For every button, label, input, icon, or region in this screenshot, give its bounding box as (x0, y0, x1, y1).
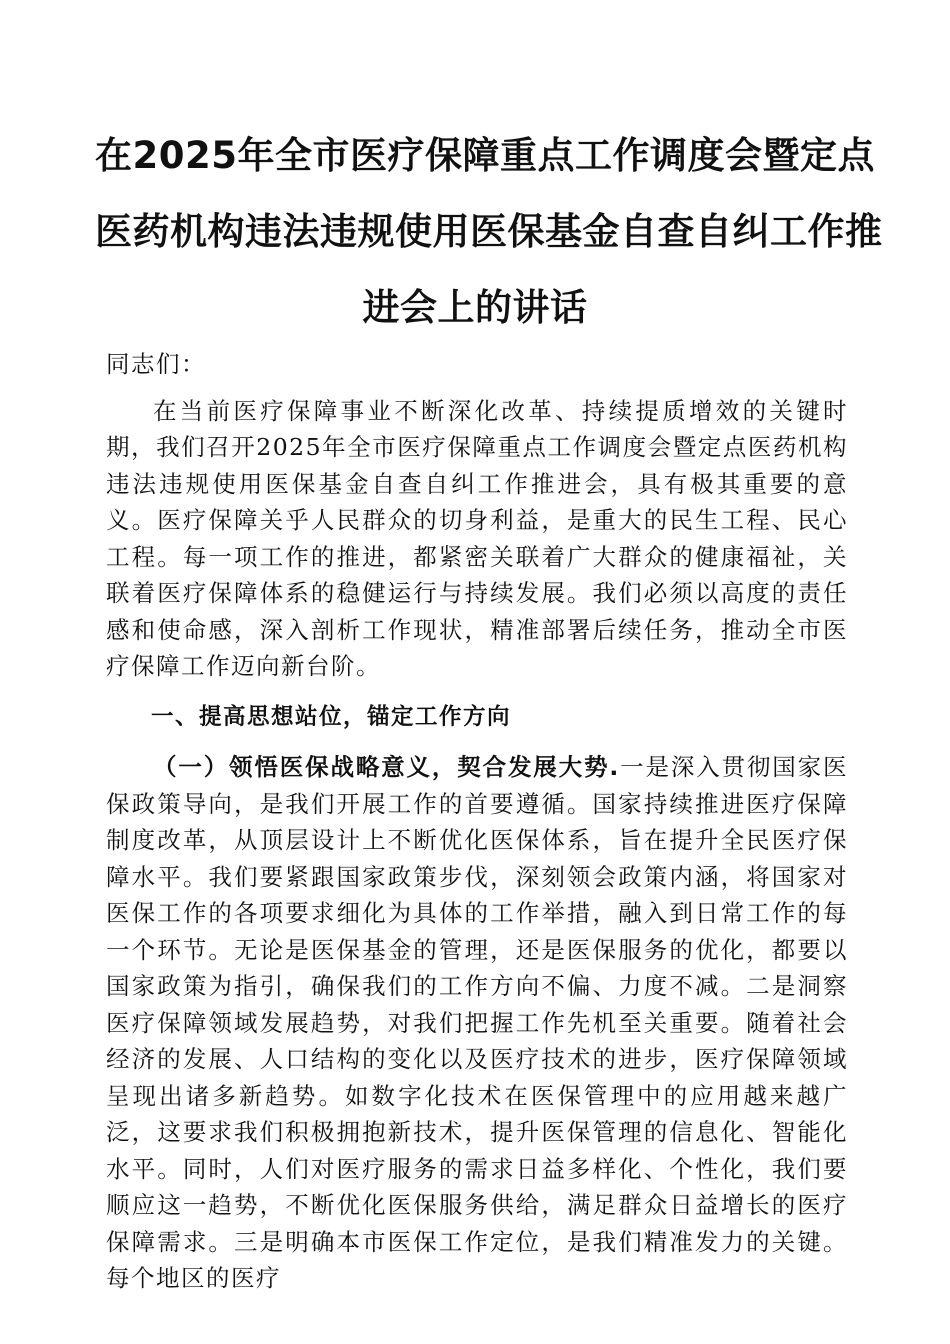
subsection-1-heading: （一）领悟医保战略意义，契合发展大势. (153, 753, 620, 781)
document-body (106, 346, 848, 1297)
subsection-1-text: 一是深入贯彻国家医保政策导向，是我们开展工作的首要遵循。国家持续推进医疗保障制度改革，从顶层设计上不断优化医保体系，旨在提升全民医疗保障水平。我们要紧跟国家政策步伐，深刻领会政策内涵，将国家对医保工作的各项要求细化为具体的工作举措，融入到日常工作的每一个环节。无论是医保基金的管理，还是医保服务的优化，都要以国家政策为指引，确保我们的工作方向不偏、力度不减。二是洞察医疗保障领域发展趋势，对我们把握工作先机至关重要。随着社会经济的发展、人口结构的变化以及医疗技术的进步，医疗保障领域呈现出诸多新趋势。如数字化技术在医保管理中的应用越来越广泛，这要求我们积极拥抱新技术，提升医保管理的信息化、智能化水平。同时，人们对医疗服务的需求日益多样化、个性化，我们要顺应这一趋势，不断优化医保服务供给，满足群众日益增长的医疗保障需求。三是明确本市医保工作定位，是我们精准发力的关键。每个地区的医疗 (106, 753, 848, 1292)
document-title (95, 118, 883, 346)
section-1-heading: 一、提高思想站位，锚定工作方向 (151, 703, 512, 730)
greeting: 同志们： (106, 350, 206, 378)
title-line-2: 医药机构违法违规使用医保基金自查自纠工作推 (95, 210, 883, 253)
subsection-1-paragraph (106, 749, 848, 1297)
title-line-1: 在2025年全市医疗保障重点工作调度会暨定点 (95, 134, 875, 177)
intro-paragraph: 在当前医疗保障事业不断深化改革、持续提质增效的关键时期，我们召开2025年全市医疗保障重点工作调度会暨定点医药机构违法违规使用医保基金自查自纠工作推进会，具有极其重要的意义。医疗保障关乎人民群众的切身利益，是重大的民生工程、民心工程。每一项工作的推进，都紧密关联着广大群众的健康福祉，关联着医疗保障体系的稳健运行与持续发展。我们必须以高度的责任感和使命感，深入剖析工作现状，精准部署后续任务，推动全市医疗保障工作迈向新台阶。 (106, 396, 848, 680)
title-line-3: 进会上的讲话 (362, 286, 588, 329)
